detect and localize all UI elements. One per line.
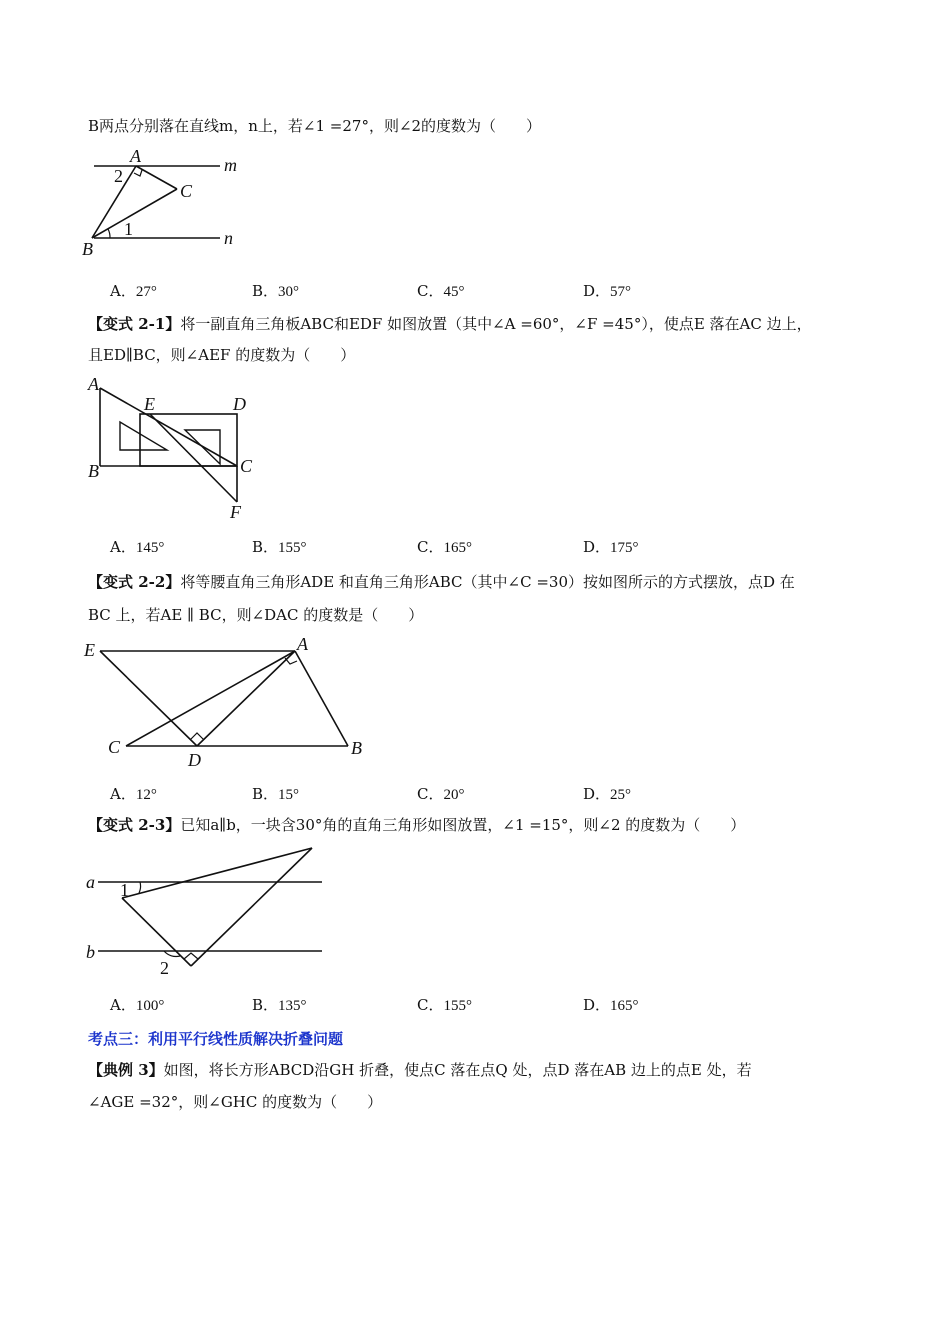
q2-label-f: F <box>230 502 241 522</box>
q2-label-e: E <box>144 394 155 414</box>
q3-option-c[interactable]: C．20° <box>417 785 465 803</box>
q4-figure <box>80 840 340 980</box>
q1-option-b[interactable]: B．30° <box>252 282 300 300</box>
q1-label-n: n <box>224 228 233 248</box>
q4-label-2: 2 <box>160 958 169 978</box>
q3-option-d[interactable]: D．25° <box>583 785 632 803</box>
q4-label-b: b <box>86 942 95 962</box>
q3-stem-line1: 【变式 2-2】将等腰直角三角形ADE 和直角三角形ABC（其中∠C =30）按如图所示的方式摆放，点D 在 <box>88 573 795 591</box>
q1-label-b: B <box>82 239 93 259</box>
q2-option-a[interactable]: A．145° <box>110 538 165 556</box>
q1-label-m: m <box>224 155 237 175</box>
q2-option-c[interactable]: C．165° <box>417 538 472 556</box>
q1-label-1: 1 <box>124 219 133 239</box>
q1-option-a[interactable]: A．27° <box>110 282 157 300</box>
q2-label-a: A <box>88 374 99 394</box>
section-heading: 考点三：利用平行线性质解决折叠问题 <box>88 1030 344 1048</box>
q4-label-a: a <box>86 872 95 892</box>
q1-stem: B两点分别落在直线m，n上，若∠1 =27°，则∠2的度数为（ ） <box>88 117 542 135</box>
q1-figure <box>80 145 260 265</box>
q3-figure <box>80 632 380 772</box>
q2-tag: 【变式 2-1】 <box>88 315 181 333</box>
q4-option-a[interactable]: A．100° <box>110 996 165 1014</box>
q3-label-a: A <box>297 634 308 654</box>
q4-label-1: 1 <box>120 880 129 900</box>
q5-tag: 【典例 3】 <box>88 1061 164 1079</box>
q2-label-d: D <box>233 394 246 414</box>
q2-stem-line1: 【变式 2-1】将一副直角三角板ABC和EDF 如图放置（其中∠A =60°，∠F =45°），使点E 落在AC 边上， <box>88 315 812 333</box>
q1-option-c[interactable]: C．45° <box>417 282 465 300</box>
q3-label-e: E <box>84 640 95 660</box>
q2-stem-line2: 且ED∥BC，则∠AEF 的度数为（ ） <box>88 346 356 364</box>
q5-stem-line1: 【典例 3】如图，将长方形ABCD沿GH 折叠，使点C 落在点Q 处，点D 落在AB 边上的点E 处，若 <box>88 1061 752 1079</box>
q2-figure <box>80 372 270 522</box>
q2-label-c: C <box>240 456 253 476</box>
q1-label-c: C <box>180 181 193 201</box>
q1-option-d[interactable]: D．57° <box>583 282 632 300</box>
q3-label-c: C <box>108 737 121 757</box>
q5-stem-line2: ∠AGE =32°，则∠GHC 的度数为（ ） <box>88 1093 383 1111</box>
q3-label-d: D <box>188 750 201 770</box>
q1-label-a: A <box>130 146 141 166</box>
q3-label-b: B <box>351 738 362 758</box>
q4-option-d[interactable]: D．165° <box>583 996 639 1014</box>
q3-stem-line2: BC 上，若AE ∥ BC，则∠DAC 的度数是（ ） <box>88 606 424 624</box>
q3-option-b[interactable]: B．15° <box>252 785 300 803</box>
q4-option-b[interactable]: B．135° <box>252 996 307 1014</box>
q2-option-d[interactable]: D．175° <box>583 538 639 556</box>
q1-label-2: 2 <box>114 166 123 186</box>
q4-option-c[interactable]: C．155° <box>417 996 472 1014</box>
q2-label-b: B <box>88 461 99 481</box>
q4-tag: 【变式 2-3】 <box>88 816 181 834</box>
q3-option-a[interactable]: A．12° <box>110 785 157 803</box>
q3-tag: 【变式 2-2】 <box>88 573 181 591</box>
q2-option-b[interactable]: B．155° <box>252 538 307 556</box>
q4-stem-line1: 【变式 2-3】已知a∥b，一块含30°角的直角三角形如图放置，∠1 =15°，则∠2 的度数为（ ） <box>88 816 746 834</box>
